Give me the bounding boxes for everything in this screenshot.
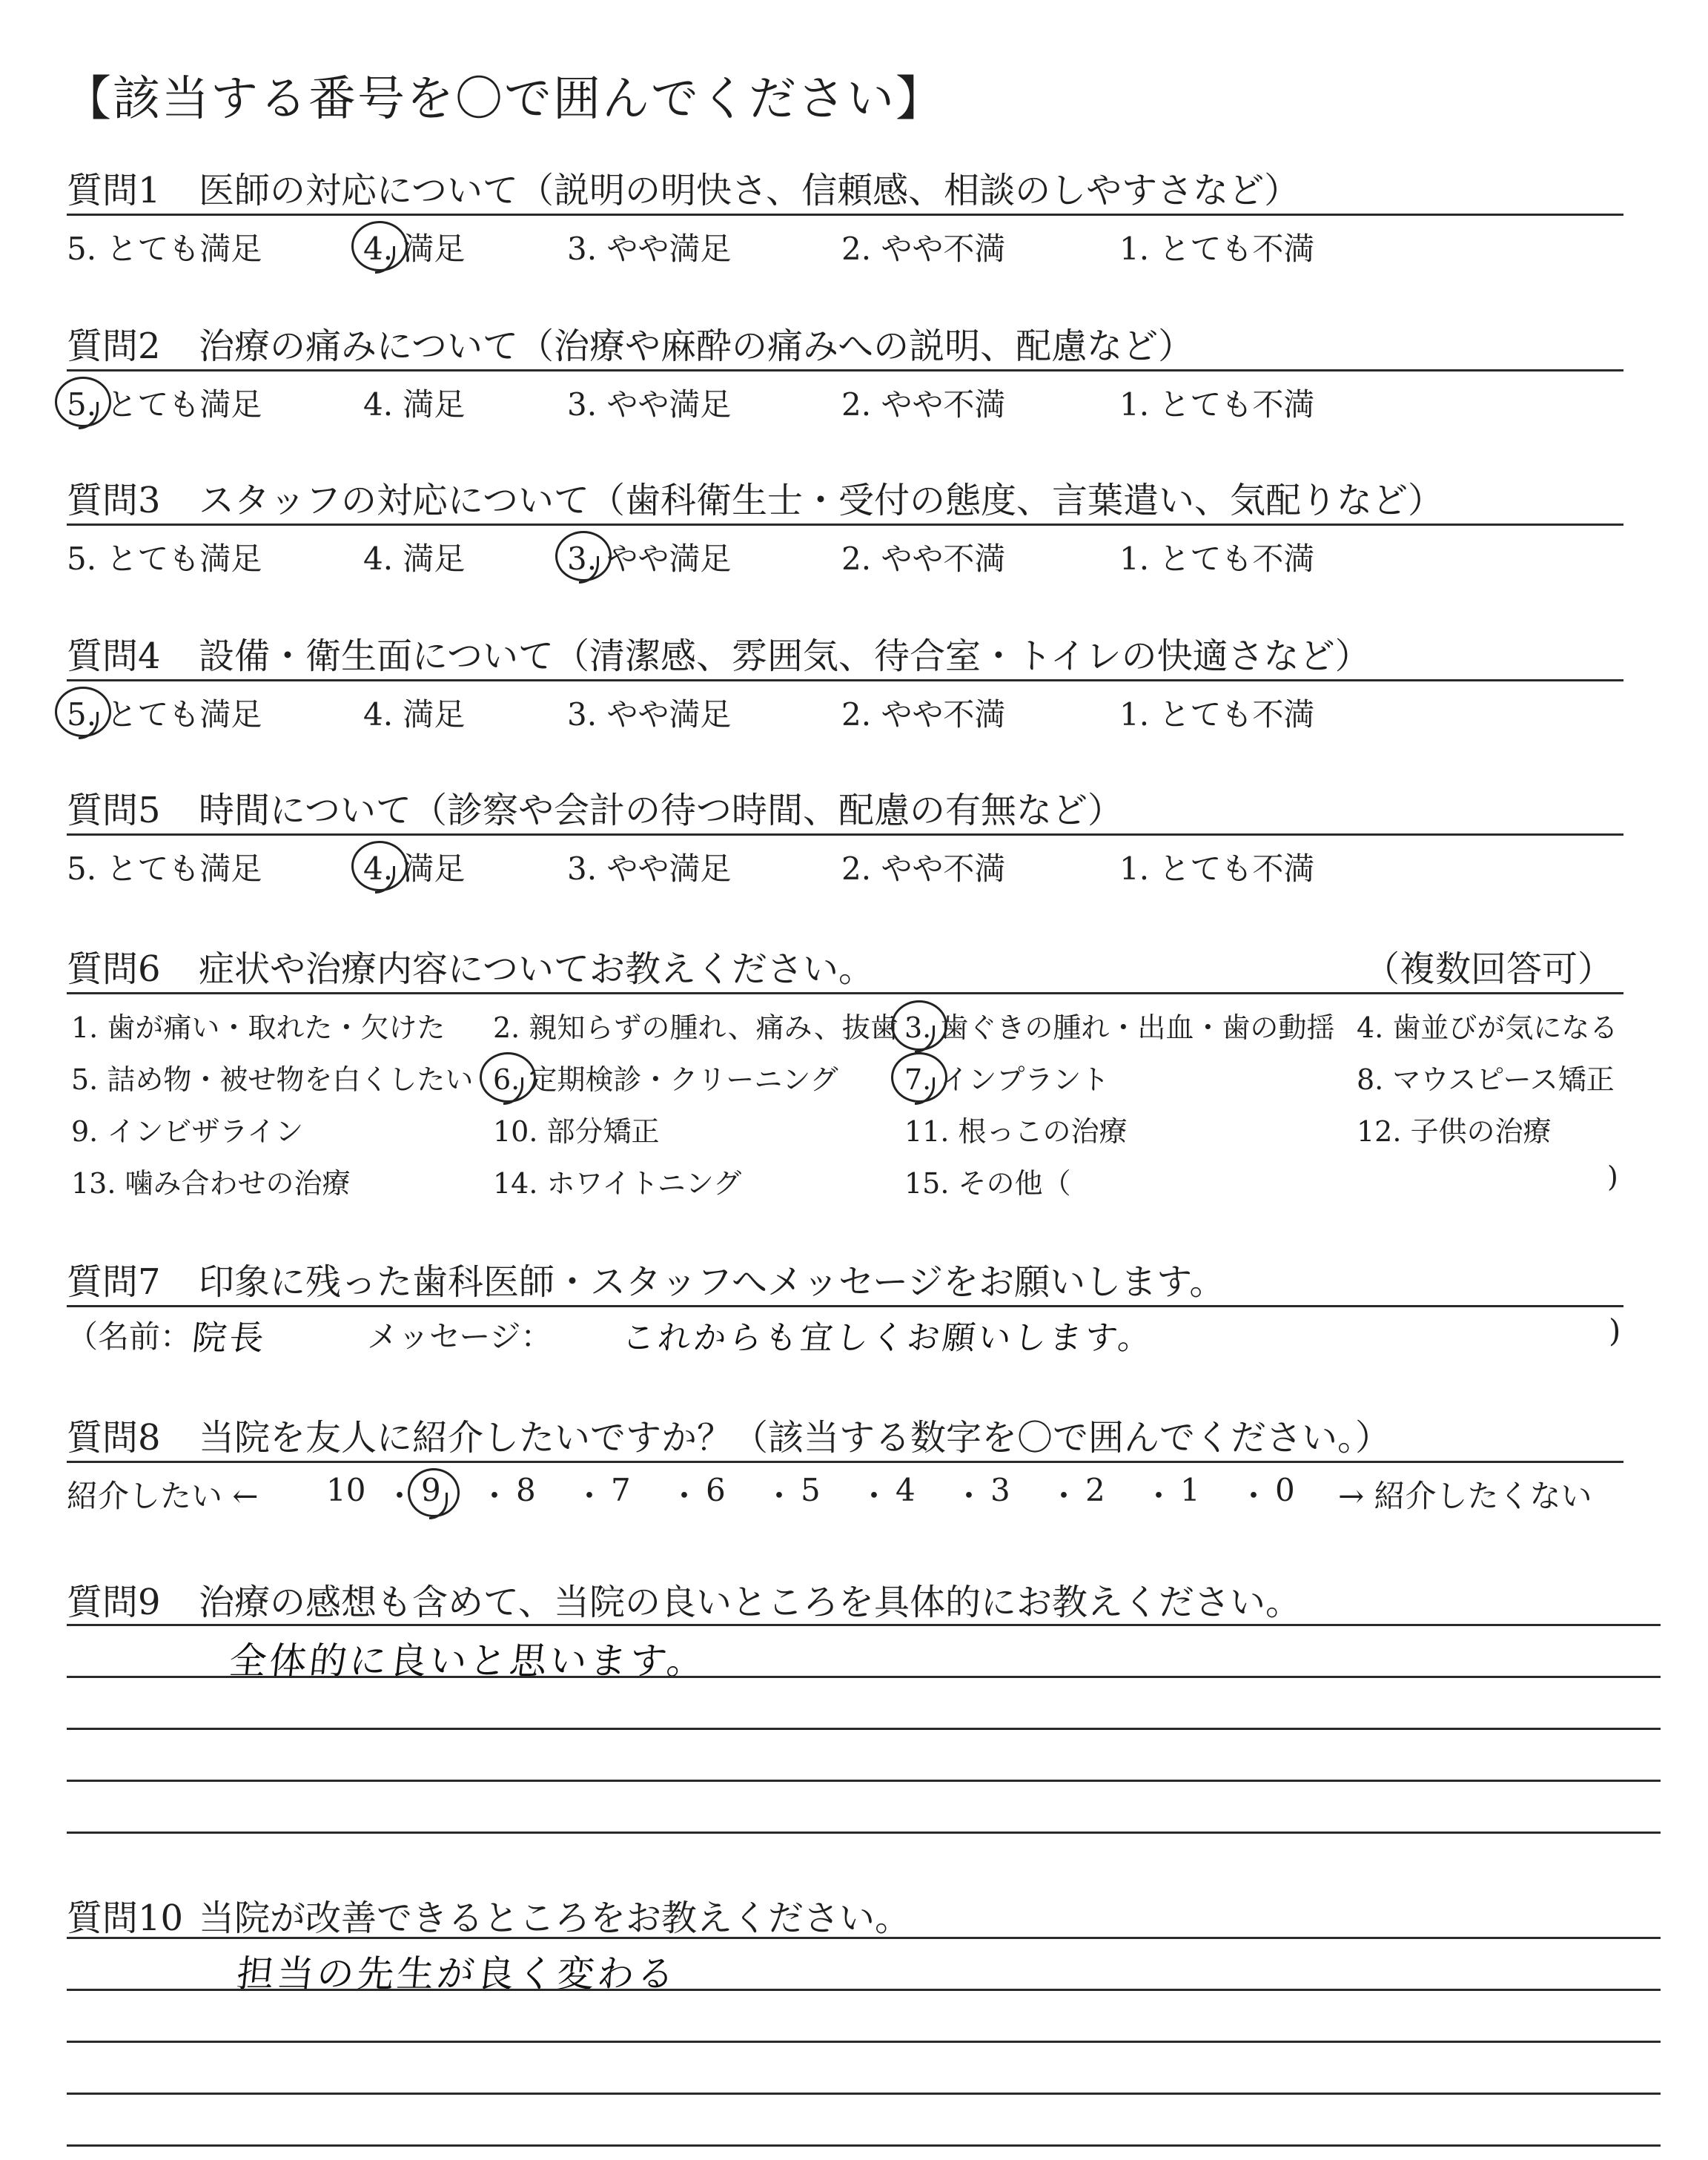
q7-heading <box>67 1253 1225 1304</box>
q2-option-3[interactable]: 3. やや満足 <box>567 386 732 423</box>
q8-scale-5[interactable]: 5 <box>801 1472 821 1508</box>
q9-heading <box>67 1573 1301 1625</box>
q6-text: 症状や治療内容についてお教えください。 <box>199 948 875 990</box>
q6-option-13[interactable]: 13. 噛み合わせの治療 <box>71 1167 351 1200</box>
q7-close-paren: ) <box>1609 1312 1621 1349</box>
q2-option-2[interactable]: 2. やや不満 <box>841 386 1006 423</box>
q5-selected-circle-tail <box>375 866 396 894</box>
q10-number: 質問10 <box>67 1898 184 1939</box>
q4-option-5[interactable]: 5. とても満足 <box>67 696 262 733</box>
q6-option-9[interactable]: 9. インビザライン <box>71 1115 304 1148</box>
q10-heading <box>67 1889 910 1941</box>
q3-option-4[interactable]: 4. 満足 <box>363 541 466 577</box>
q8-left-label: 紹介したい ← <box>67 1478 259 1514</box>
q3-number: 質問3 <box>67 480 161 521</box>
q4-option-2[interactable]: 2. やや不満 <box>841 696 1006 733</box>
q2-option-4[interactable]: 4. 満足 <box>363 386 466 423</box>
q8-scale-dot: ・ <box>1048 1478 1080 1514</box>
q8-rule <box>67 1461 1623 1463</box>
q8-scale-dot: ・ <box>384 1478 416 1514</box>
q6-option-4[interactable]: 4. 歯並びが気になる <box>1357 1011 1618 1044</box>
q6-option-16[interactable]: ) <box>1607 1160 1618 1193</box>
q7-name-value[interactable]: 院長 <box>190 1318 269 1358</box>
q10-line-4 <box>67 2093 1661 2095</box>
q1-option-3[interactable]: 3. やや満足 <box>567 231 732 267</box>
q1-selected-circle-tail <box>375 246 396 274</box>
q3-option-3[interactable]: 3. やや満足 <box>567 541 732 577</box>
q9-line-1 <box>67 1624 1661 1626</box>
q10-text: 当院が改善できるところをお教えください。 <box>199 1898 911 1939</box>
q6-selected-circle-6-tail <box>503 1077 524 1105</box>
q1-option-1[interactable]: 1. とても不満 <box>1119 231 1315 267</box>
q6-option-1[interactable]: 1. 歯が痛い・取れた・欠けた <box>71 1011 446 1044</box>
q8-number: 質問8 <box>67 1417 161 1459</box>
q5-option-5[interactable]: 5. とても満足 <box>67 851 262 887</box>
q3-option-2[interactable]: 2. やや不満 <box>841 541 1006 577</box>
q1-option-4[interactable]: 4. 満足 <box>363 231 466 267</box>
q2-heading <box>67 317 1194 369</box>
q8-text: 当院を友人に紹介したいですか？（該当する数字を〇で囲んでください。） <box>199 1417 1391 1459</box>
q7-message-label: メッセージ： <box>367 1318 552 1355</box>
q8-scale-dot: ・ <box>1143 1478 1175 1514</box>
q10-line-1 <box>67 1937 1661 1939</box>
q6-selected-circle-3-tail <box>915 1025 936 1053</box>
q8-scale-0[interactable]: 0 <box>1275 1472 1295 1508</box>
q4-rule <box>67 679 1623 681</box>
q8-selected-circle-tail <box>429 1493 448 1519</box>
q3-option-1[interactable]: 1. とても不満 <box>1119 541 1315 577</box>
q10-line-2 <box>67 1989 1661 1991</box>
q5-rule <box>67 833 1623 836</box>
q8-scale-dot: ・ <box>953 1478 985 1514</box>
q5-option-1[interactable]: 1. とても不満 <box>1119 851 1315 887</box>
q8-scale-dot: ・ <box>479 1478 511 1514</box>
q7-number: 質問7 <box>67 1261 161 1303</box>
q8-scale-1[interactable]: 1 <box>1180 1472 1200 1508</box>
q8-scale-8[interactable]: 8 <box>516 1472 536 1508</box>
q7-text: 印象に残った歯科医師・スタッフへメッセージをお願いします。 <box>199 1261 1225 1303</box>
q2-selected-circle-tail <box>79 402 99 429</box>
q5-option-3[interactable]: 3. やや満足 <box>567 851 732 887</box>
q6-option-2[interactable]: 2. 親知らずの腫れ、痛み、抜歯 <box>493 1011 898 1044</box>
q6-option-8[interactable]: 8. マウスピース矯正 <box>1357 1063 1615 1096</box>
q1-option-2[interactable]: 2. やや不満 <box>841 231 1006 267</box>
q10-answer[interactable]: 担当の先生が良く変わる <box>234 1952 680 1995</box>
q4-text: 設備・衛生面について（清潔感、雰囲気、待合室・トイレの快適さなど） <box>199 635 1371 677</box>
q5-number: 質問5 <box>67 790 161 831</box>
q8-scale-9[interactable]: 9 <box>421 1472 441 1508</box>
q9-line-5 <box>67 1832 1661 1834</box>
q6-note: （複数回答可） <box>1364 948 1614 990</box>
q8-scale-10[interactable]: 10 <box>326 1472 366 1508</box>
q6-number: 質問6 <box>67 948 161 990</box>
q5-text: 時間について（診察や会計の待つ時間、配慮の有無など） <box>199 790 1124 831</box>
q4-heading <box>67 627 1371 678</box>
q8-scale-dot: ・ <box>574 1478 606 1514</box>
q9-number: 質問9 <box>67 1582 161 1623</box>
q7-rule <box>67 1305 1623 1307</box>
q6-selected-circle-7-tail <box>915 1077 936 1105</box>
q10-line-5 <box>67 2144 1661 2147</box>
q8-scale-dot: ・ <box>858 1478 890 1514</box>
q6-heading <box>67 940 874 991</box>
q7-name-label: （名前： <box>67 1318 192 1355</box>
q8-heading <box>67 1409 1391 1460</box>
q6-option-10[interactable]: 10. 部分矯正 <box>493 1115 660 1148</box>
q5-heading <box>67 782 1123 833</box>
q8-scale-2[interactable]: 2 <box>1085 1472 1105 1508</box>
q4-number: 質問4 <box>67 635 161 677</box>
q4-selected-circle-tail <box>79 712 99 739</box>
q1-rule <box>67 214 1623 216</box>
q1-text: 医師の対応について（説明の明快さ、信頼感、相談のしやすさなど） <box>199 170 1300 211</box>
q3-selected-circle-tail <box>579 556 600 584</box>
q5-option-4[interactable]: 4. 満足 <box>363 851 466 887</box>
q3-text: スタッフの対応について（歯科衛生士・受付の態度、言葉遣い、気配りなど） <box>199 480 1444 521</box>
q6-option-5[interactable]: 5. 詰め物・被せ物を白くしたい <box>71 1063 474 1096</box>
q1-number: 質問1 <box>67 170 161 211</box>
q2-option-5[interactable]: 5. とても満足 <box>67 386 262 423</box>
q8-right-label: → 紹介したくない <box>1338 1478 1592 1514</box>
q2-number: 質問2 <box>67 326 161 367</box>
q8-scale-7[interactable]: 7 <box>611 1472 631 1508</box>
q2-rule <box>67 369 1623 371</box>
q3-rule <box>67 524 1623 526</box>
q3-heading <box>67 472 1443 523</box>
q1-heading <box>67 162 1300 213</box>
q6-option-3[interactable]: 3. 歯ぐきの腫れ・出血・歯の動揺 <box>904 1011 1335 1044</box>
q4-option-4[interactable]: 4. 満足 <box>363 696 466 733</box>
q6-rule <box>67 992 1623 994</box>
q9-answer[interactable]: 全体的に良いと思います。 <box>227 1639 709 1682</box>
q6-option-14[interactable]: 14. ホワイトニング <box>493 1167 742 1200</box>
q8-scale-dot: ・ <box>1238 1478 1270 1514</box>
q6-option-12[interactable]: 12. 子供の治療 <box>1357 1115 1552 1148</box>
q6-option-15[interactable]: 15. その他（ <box>904 1167 1071 1200</box>
q7-message-value[interactable]: これからも宜しくお願いします。 <box>620 1319 1156 1357</box>
q9-line-2 <box>67 1676 1661 1678</box>
q2-option-1[interactable]: 1. とても不満 <box>1119 386 1315 423</box>
form-title: 【該当する番号を〇で囲んでください】 <box>64 72 944 127</box>
q10-line-3 <box>67 2041 1661 2043</box>
q6-option-6[interactable]: 6. 定期検診・クリーニング <box>493 1063 838 1096</box>
q4-option-1[interactable]: 1. とても不満 <box>1119 696 1315 733</box>
q8-scale-4[interactable]: 4 <box>896 1472 916 1508</box>
q8-scale-dot: ・ <box>669 1478 701 1514</box>
q6-option-11[interactable]: 11. 根っこの治療 <box>904 1115 1128 1148</box>
q3-option-5[interactable]: 5. とても満足 <box>67 541 262 577</box>
q8-scale-dot: ・ <box>764 1478 795 1514</box>
q6-option-7[interactable]: 7. インプラント <box>904 1063 1110 1096</box>
q4-option-3[interactable]: 3. やや満足 <box>567 696 732 733</box>
q9-line-3 <box>67 1728 1661 1730</box>
q9-text: 治療の感想も含めて、当院の良いところを具体的にお教えください。 <box>199 1582 1302 1623</box>
q1-option-5[interactable]: 5. とても満足 <box>67 231 262 267</box>
q5-option-2[interactable]: 2. やや不満 <box>841 851 1006 887</box>
q8-scale-3[interactable]: 3 <box>990 1472 1010 1508</box>
q2-text: 治療の痛みについて（治療や麻酔の痛みへの説明、配慮など） <box>199 326 1194 367</box>
q8-scale-6[interactable]: 6 <box>706 1472 726 1508</box>
q9-line-4 <box>67 1780 1661 1782</box>
